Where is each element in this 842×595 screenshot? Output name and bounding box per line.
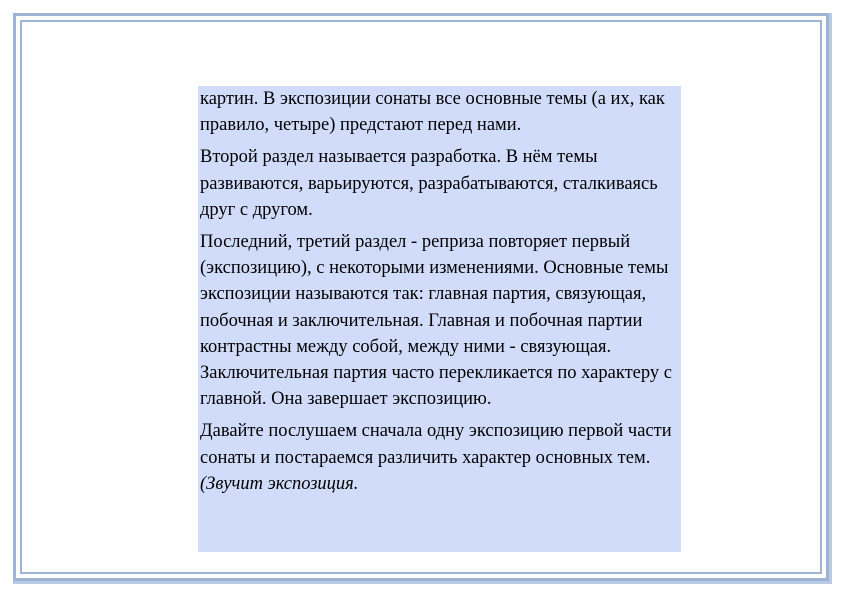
slide-frame-shadow-bottom (13, 581, 832, 584)
slide-frame-shadow-right (829, 13, 832, 581)
paragraph-recapitulation: Последний, третий раздел - реприза повторяет первый (экспозицию), с некоторыми изменениями. Основные темы экспозиции называются так: главная партия, связующая, побочная и заключительная. Главная и побочная партии контрастны между собой, между ними - связующая. Заключительная партия часто перекликается по характеру с главной. Она завершает экспозицию. (200, 232, 672, 410)
paragraph-listening (200, 418, 677, 497)
text-box (198, 86, 681, 552)
paragraph-listening-italic-note: (Звучит экспозиция. (200, 473, 359, 494)
paragraph-exposition: картин. В экспозиции сонаты все основные темы (а их, как правило, четыре) предстают перед нами. (200, 89, 665, 136)
paragraph-listening-text: Давайте послушаем сначала одну экспозицию первой части сонаты и постараемся различить характер основных тем. (200, 421, 672, 468)
paragraph-development: Второй раздел называется разработка. В нём темы развиваются, варьируются, разрабатываются, сталкиваясь друг с другом. (200, 147, 658, 220)
